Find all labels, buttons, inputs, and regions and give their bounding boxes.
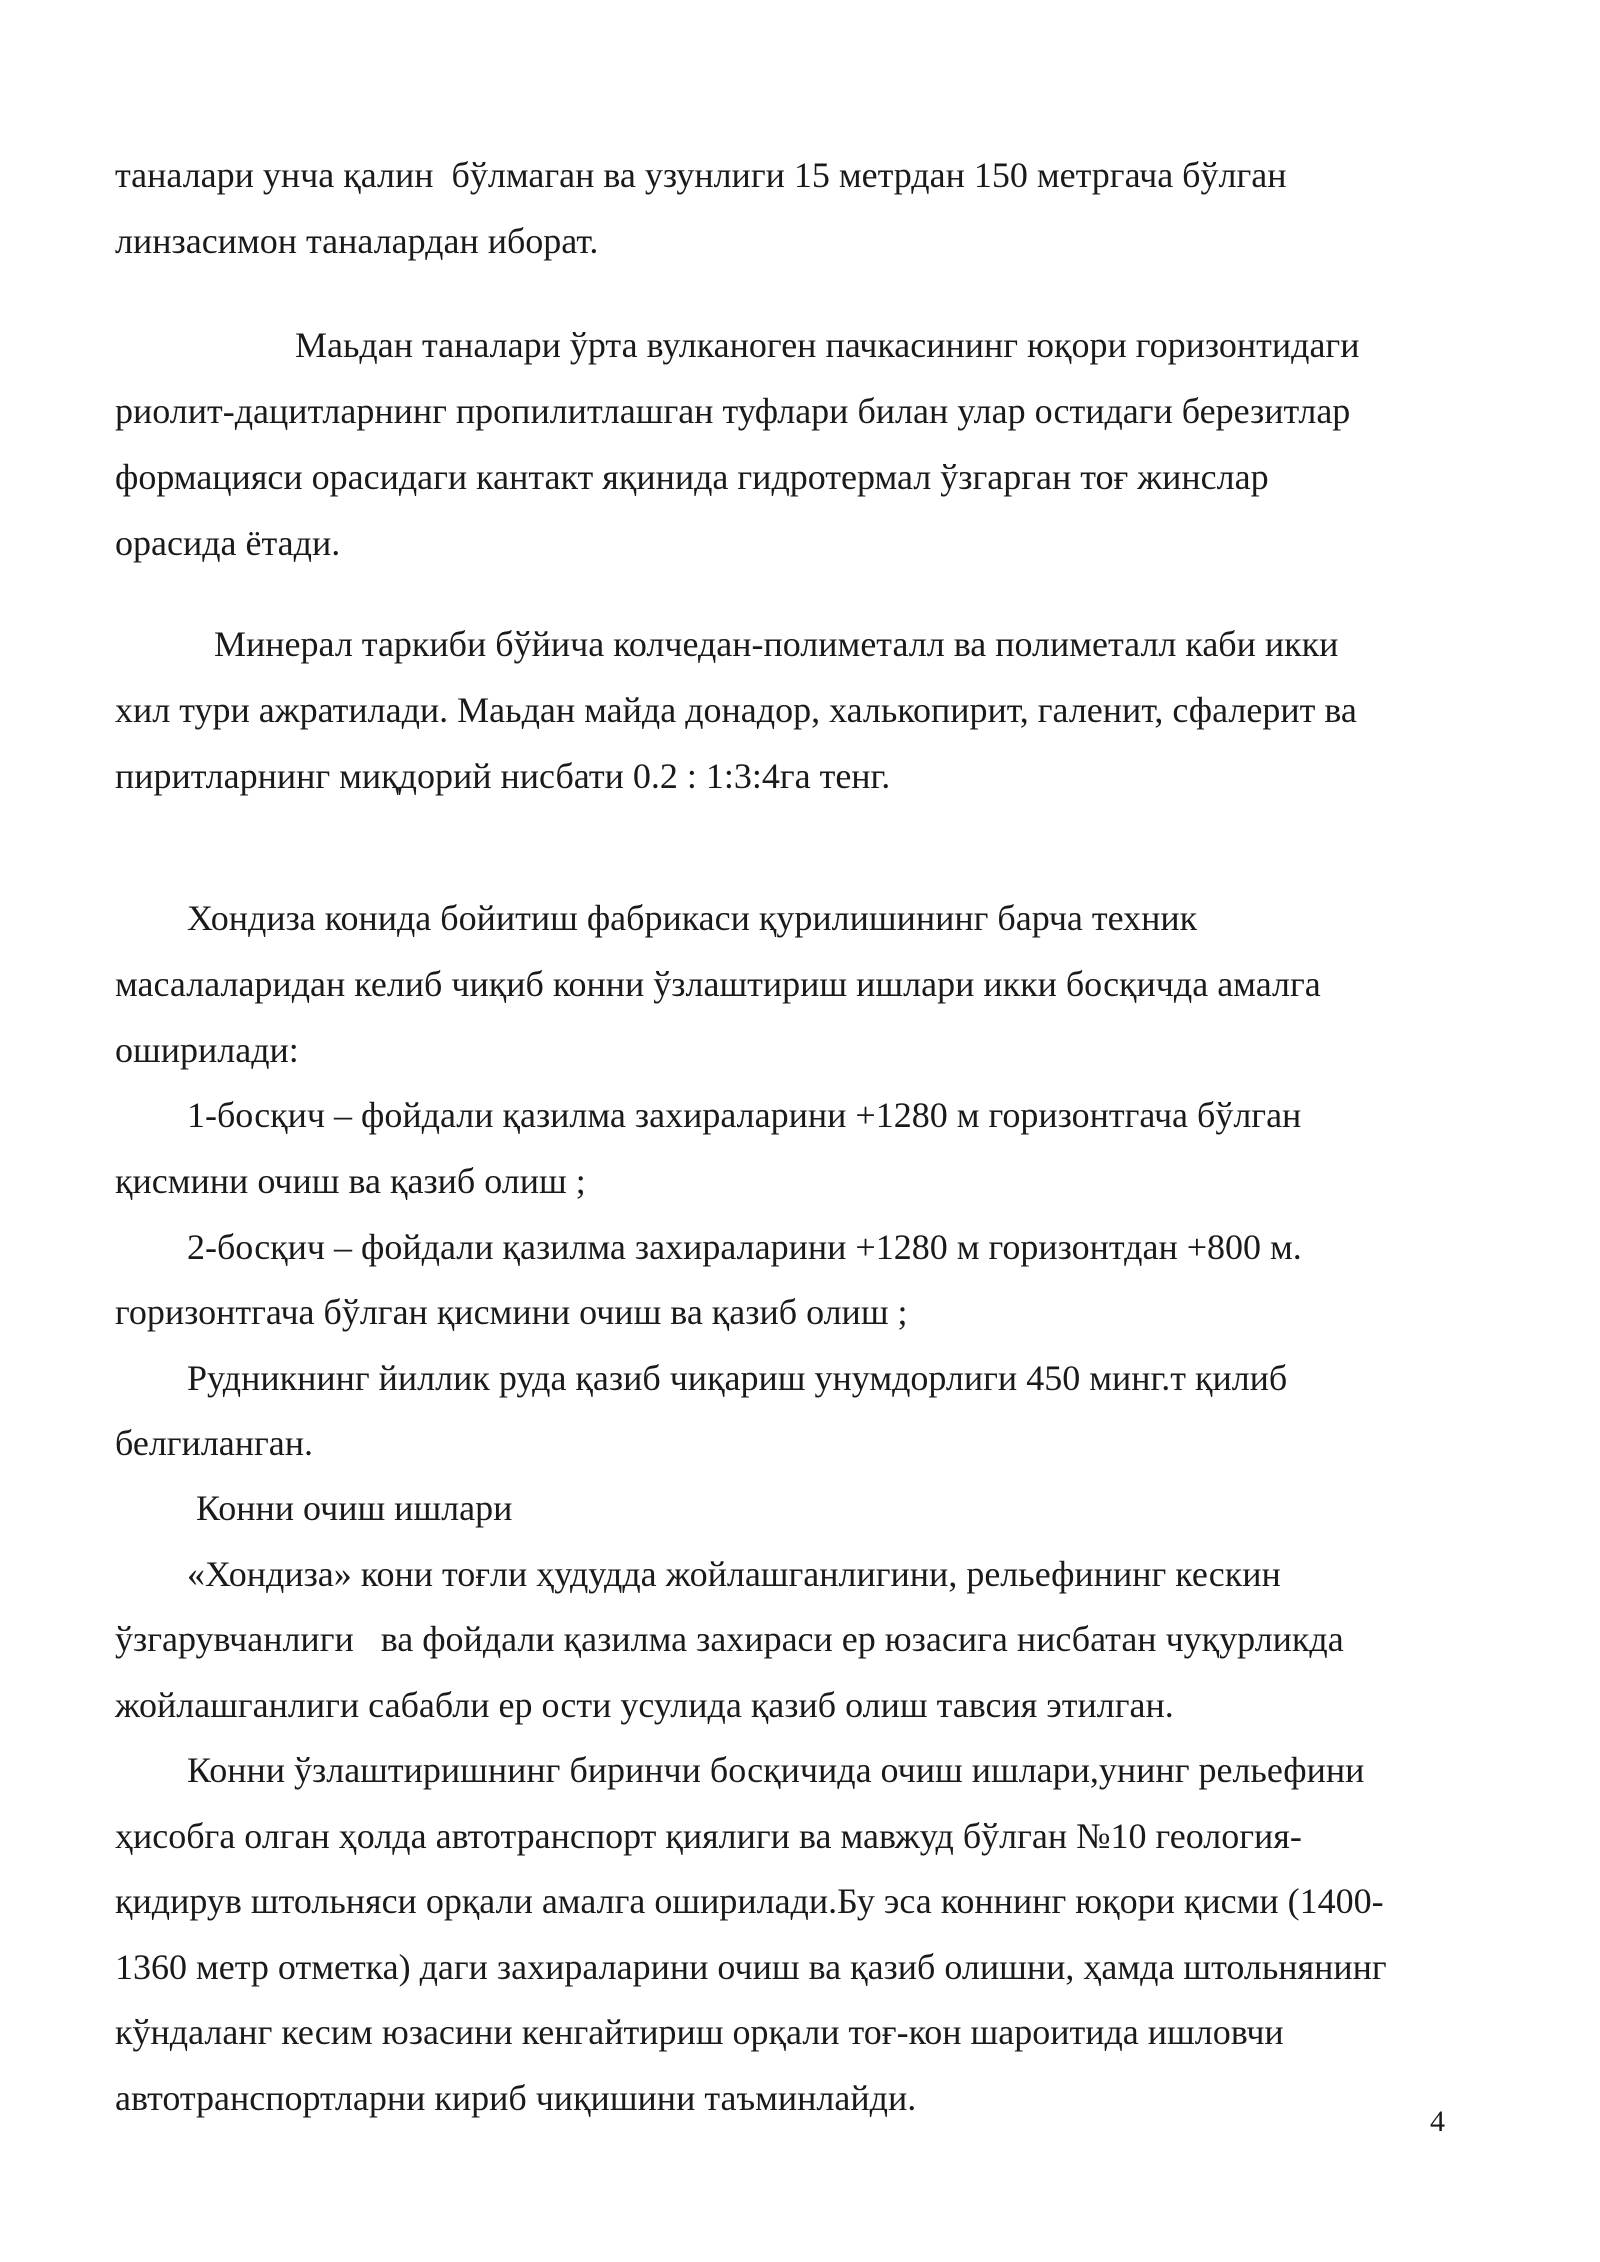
text-line: кўндаланг кесим юзасини кенгайтириш орқали тоғ-кон шароитида ишловчи [115, 2012, 1284, 2052]
text-line: Рудникнинг йиллик руда қазиб чиқариш унумдорлиги 450 минг.т қилиб [115, 1358, 1288, 1398]
text-line: Конни ўзлаштиришнинг биринчи босқичида очиш ишлари,унинг рельефини [115, 1750, 1365, 1790]
text-line: Хондиза конида бойитиш фабрикаси қурилишининг барча техник [115, 898, 1198, 938]
text-line: белгиланган. [115, 1423, 314, 1463]
text-line: қисмини очиш ва қазиб олиш ; [115, 1161, 586, 1201]
text-line: Минерал таркиби бўйича колчедан-полиметалл ва полиметалл каби икки [115, 624, 1339, 664]
text-line: қидирув штольняси орқали амалга оширилади.Бу эса коннинг юқори қисми (1400- [115, 1881, 1384, 1921]
section-heading: Конни очиш ишлари [115, 1488, 513, 1528]
text-line: горизонтгача бўлган қисмини очиш ва қазиб олиш ; [115, 1292, 908, 1332]
text-line: риолит-дацитларнинг пропилитлашган туфлари билан улар остидаги березитлар [115, 391, 1351, 431]
text-line: пиритларнинг миқдорий нисбати 0.2 : 1:3:4га тенг. [115, 756, 891, 796]
page-number: 4 [1430, 2105, 1445, 2138]
text-line: орасида ётади. [115, 523, 341, 563]
text-line: 2-босқич – фойдали қазилма захираларини +1280 м горизонтдан +800 м. [115, 1227, 1302, 1267]
text-line: «Хондиза» кони тоғли ҳудудда жойлашганлигини, рельефининг кескин [115, 1554, 1281, 1594]
text-line: хил тури ажратилади. Маьдан майда донадор, халькопирит, галенит, сфалерит ва [115, 690, 1357, 730]
text-line: формацияси орасидаги кантакт яқинида гидротермал ўзгарган тоғ жинслар [115, 457, 1269, 497]
text-line: 1-босқич – фойдали қазилма захираларини +1280 м горизонтгача бўлган [115, 1095, 1302, 1135]
text-line: жойлашганлиги сабабли ер ости усулида қазиб олиш тавсия этилган. [115, 1685, 1174, 1725]
text-line: ҳисобга олган ҳолда автотранспорт қиялиги ва мавжуд бўлган №10 геология- [115, 1816, 1302, 1856]
text-line: 1360 метр отметка) даги захираларини очиш ва қазиб олишни, ҳамда штольнянинг [115, 1947, 1387, 1987]
text-line: Маьдан таналари ўрта вулканоген пачкасининг юқори горизонтидаги [115, 325, 1360, 365]
text-line: оширилади: [115, 1030, 299, 1070]
text-line: таналари унча қалин бўлмаган ва узунлиги 15 метрдан 150 метргача бўлган [115, 155, 1287, 195]
text-line: ўзгарувчанлиги ва фойдали қазилма захираси ер юзасига нисбатан чуқурликда [115, 1619, 1344, 1659]
text-line: масалаларидан келиб чиқиб конни ўзлаштириш ишлари икки босқичда амалга [115, 964, 1321, 1004]
text-line: линзасимон таналардан иборат. [115, 221, 599, 261]
text-line: автотранспортларни кириб чиқишини таъминлайди. [115, 2078, 917, 2118]
